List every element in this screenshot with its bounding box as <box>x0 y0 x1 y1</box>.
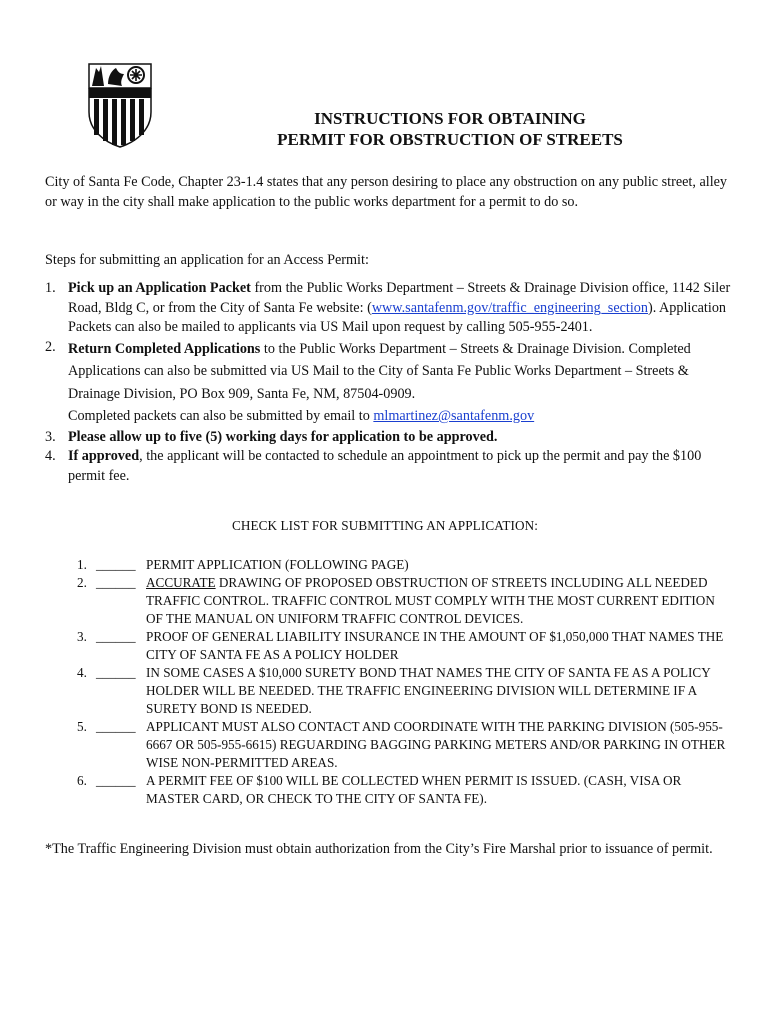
checklist-item <box>77 556 727 574</box>
step-text: from the Public Works Department – Streets & Drainage Division office, 1142 Siler Road, Bldg C, or from the City of Santa Fe website: ( <box>68 280 731 316</box>
step-text: , the applicant will be contacted to schedule an appointment to pick up the permit and pay the $100 permit fee. <box>68 448 702 484</box>
checklist-blank: ______ <box>96 575 136 590</box>
checklist-emphasis: ACCURATE <box>146 575 216 590</box>
step-heading: Please allow up to five (5) working days for application to be approved. <box>68 428 498 445</box>
step-text-after: ). Application Packets can also be mailed to applicants via US Mail upon request by calling 505-955-2401. <box>68 299 727 335</box>
checklist-text: PERMIT APPLICATION (FOLLOWING PAGE) <box>146 557 409 572</box>
title-line-2: PERMIT FOR OBSTRUCTION OF STREETS <box>277 130 623 149</box>
checklist-text: IN SOME CASES A $10,000 SURETY BOND THAT NAMES THE CITY OF SANTA FE AS A POLICY HOLDER WILL BE NEEDED. THE TRAFFIC ENGINEERING DIVISION WILL DETERMINE IF A SURETY BOND IS NEEDED. <box>146 665 711 716</box>
step-paragraph <box>68 338 735 428</box>
website-link[interactable]: www.santafenm.gov/traffic_engineering_section <box>371 299 648 316</box>
step-number: 4. <box>45 448 56 464</box>
steps-list <box>45 279 735 486</box>
checklist-text: APPLICANT MUST ALSO CONTACT AND COORDINATE WITH THE PARKING DIVISION (505-955-6667 OR 505-955-6615) REGUARDING BAGGING PARKING METERS AND/OR PARKING IN OTHER WISE NON-PERMITTED AREAS. <box>146 719 726 770</box>
checklist-number: 3. <box>77 629 87 644</box>
checklist-text: A PERMIT FEE OF $100 WILL BE COLLECTED WHEN PERMIT IS ISSUED. (CASH, VISA OR MASTER CARD, OR CHECK TO THE CITY OF SANTA FE). <box>146 773 682 806</box>
checklist-number: 1. <box>77 557 87 572</box>
checklist-number: 5. <box>77 719 87 734</box>
checklist <box>77 556 727 808</box>
checklist-item <box>77 772 727 808</box>
step-number: 3. <box>45 428 56 445</box>
page-title <box>0 108 770 150</box>
step-heading: Return Completed Applications <box>68 340 261 357</box>
step-item <box>45 428 735 448</box>
step-number: 1. <box>45 280 56 296</box>
checklist-title: CHECK LIST FOR SUBMITTING AN APPLICATION: <box>231 518 539 533</box>
title-line-1: INSTRUCTIONS FOR OBTAINING <box>314 109 586 128</box>
steps-label: Steps for submitting an application for an Access Permit: <box>45 252 369 268</box>
checklist-item <box>77 574 727 628</box>
step-number: 2. <box>45 338 56 355</box>
checklist-number: 6. <box>77 773 87 788</box>
checklist-item <box>77 664 727 718</box>
step-item <box>45 338 735 428</box>
step-text: to the Public Works Department – Streets & Drainage Division. Completed Applications can also be submitted via US Mail to the City of Santa Fe Public Works Department – Streets & Drainage Division, PO Box 909, Santa Fe, NM, 87504-0909. <box>68 340 691 402</box>
checklist-blank: ______ <box>96 665 136 680</box>
email-link[interactable]: mlmartinez@santafenm.gov <box>373 408 535 424</box>
checklist-item <box>77 718 727 772</box>
checklist-number: 2. <box>77 575 87 590</box>
checklist-blank: ______ <box>96 719 136 734</box>
checklist-blank: ______ <box>96 629 136 644</box>
step-heading: If approved <box>68 448 140 464</box>
step-heading: Pick up an Application Packet <box>68 280 251 296</box>
checklist-text: DRAWING OF PROPOSED OBSTRUCTION OF STREETS INCLUDING ALL NEEDED TRAFFIC CONTROL. TRAFFIC CONTROL MUST COMPLY WITH THE MOST CURRENT EDITION OF THE MANUAL ON UNIFORM TRAFFIC CONTROL DEVICES. <box>146 575 715 626</box>
checklist-blank: ______ <box>96 557 136 572</box>
checklist-number: 4. <box>77 665 87 680</box>
step-item <box>45 279 735 338</box>
step-item <box>45 447 735 486</box>
checklist-item <box>77 628 727 664</box>
footnote: *The Traffic Engineering Division must obtain authorization from the City’s Fire Marshal prior to issuance of permit. <box>45 841 713 857</box>
checklist-text: PROOF OF GENERAL LIABILITY INSURANCE IN THE AMOUNT OF $1,050,000 THAT NAMES THE CITY OF SANTA FE AS A POLICY HOLDER <box>146 629 724 662</box>
step-text-email: Completed packets can also be submitted by email to <box>68 408 374 424</box>
intro-paragraph: City of Santa Fe Code, Chapter 23-1.4 states that any person desiring to place any obstruction on any public street, alley or way in the city shall make application to the public works department for a permit to do so. <box>45 174 728 210</box>
checklist-blank: ______ <box>96 773 136 788</box>
